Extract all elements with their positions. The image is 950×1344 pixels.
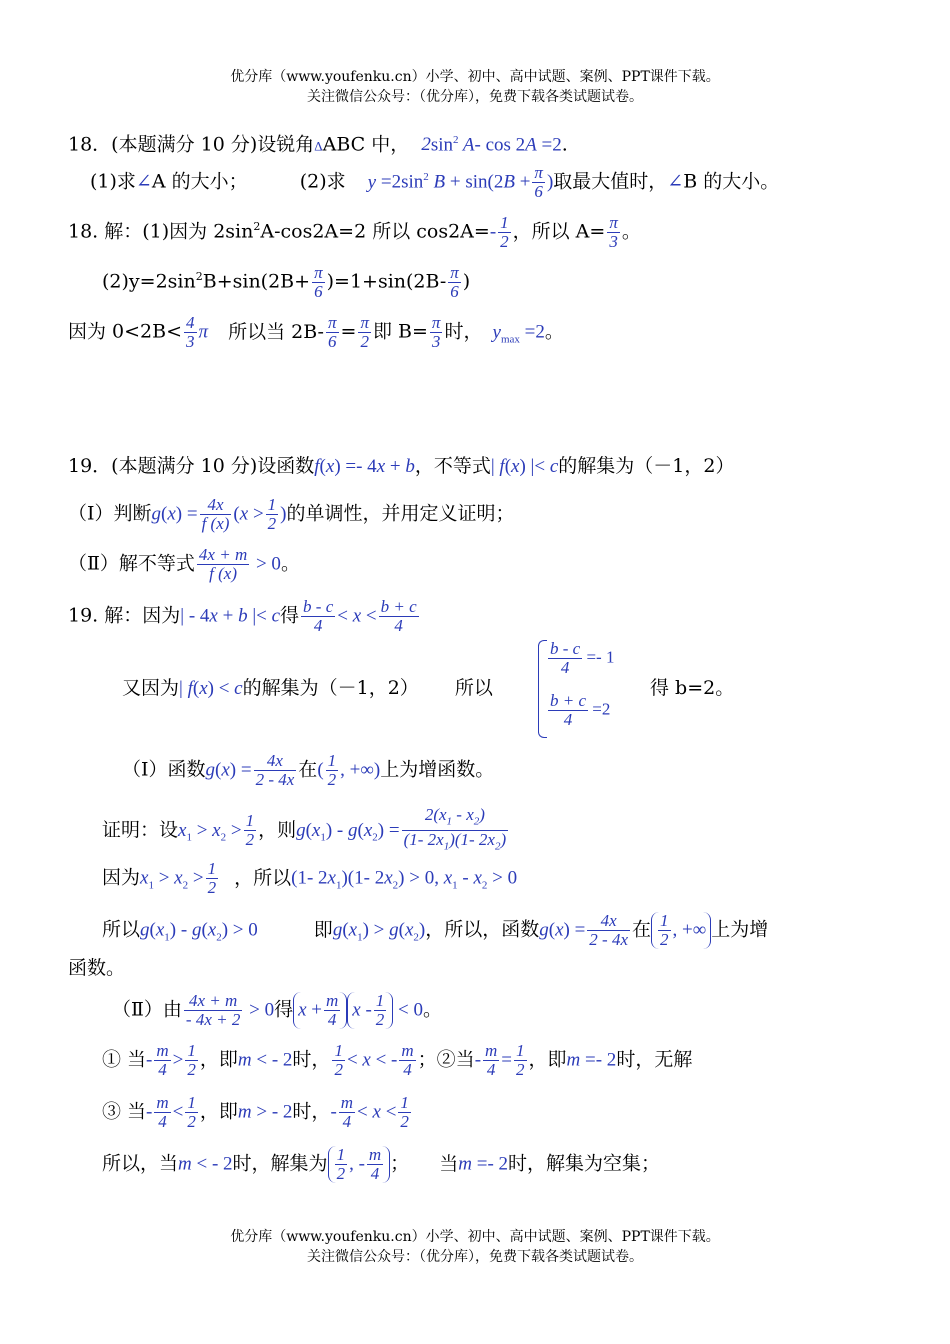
q19-conclusion: 所以，当m < - 2时，解集为 $\frac{1}{2}$ , - $\frac{m}{4}$ ； 当m =- 2时，解集为空集； <box>102 1145 661 1183</box>
q19-part-2: （Ⅱ）解不等式 $\frac{4x + m}{f (x)}$ > 0。 <box>68 545 300 583</box>
q19-proof-line-3: 所以$g(x_1) - g(x_2) > 0$ 即$g(x_1) > g(x_2)$，所以，函数g(x) = $\frac{4x}{2 - 4x}$ 在 $\frac{1}{2}$ , +∞ 上为增 <box>102 911 769 949</box>
q19-proof-line-2: 因为$x_1 > x_2$ > $\frac{1}{2}$ ，所以(1- $2x_1)(1-$ $2x_2) > 0$, $x_1 - x_2 > 0$ <box>102 859 518 897</box>
system-brace <box>538 640 547 738</box>
footer-line-2: 关注微信公众号：（优分库），免费下载各类试题试卷。 <box>307 1249 643 1265</box>
q19-case-1-2: ① 当- $\frac{m}{4}$ > $\frac{1}{2}$ ，即m < - 2时， $\frac{1}{2}$ < x < - $\frac{m}{4}$ ；②当- $\frac{m}{4}$ = $\frac{1}{2}$ ，即m =- 2时，无解 <box>102 1041 693 1079</box>
system-eq-1: $\frac{b - c}{4}$ =- 1 <box>550 639 615 677</box>
q19-solution-line-1: 19. 解：因为| - 4x + b |< c得 $\frac{b - c}{4}$ < x < $\frac{b + c}{4}$ <box>68 597 417 635</box>
footer-line-1: 优分库（www.youfenku.cn）小学、初中、高中试题、案例、PPT课件下载。 <box>230 1229 720 1245</box>
q19-solution-line-3: （Ⅰ）函数g(x) = $\frac{4x}{2 - 4x}$ 在( $\frac{1}{2}$ , +∞)上为增函数。 <box>122 751 495 789</box>
q18-statement: 18．(本题满分 10 分)设锐角ΔABC 中， $2\sin^2$ A- cos 2A =2. <box>68 133 568 156</box>
header-line-1: 优分库（www.youfenku.cn）小学、初中、高中试题、案例、PPT课件下载。 <box>230 69 720 85</box>
q19-proof-line-1: 证明：设$x_1 > x_2$ > $\frac{1}{2}$ ，则$g(x_1) - g(x_2)$ = $\frac{2(x_1 - x_2)}{(1- 2x_1)(1- 2x_2)}$ <box>102 805 507 853</box>
q19-case-3: ③ 当- $\frac{m}{4}$ < $\frac{1}{2}$ ，即m > - 2时，- $\frac{m}{4}$ < x < $\frac{1}{2}$ <box>102 1093 409 1131</box>
q19-b-result: 得 b=2。 <box>650 677 735 699</box>
q18-solution-line-2: $(2)y=2\sin^2B+\sin(2B+$ $\frac{\pi}{6}$ )=1+sin(2B- $\frac{\pi}{6}$ ) <box>102 263 471 301</box>
q18-solution-line-1: 18. 解：(1)因为 $2\sin^2A-\cos 2A=2$ 所以 cos2A=- $\frac{1}{2}$ ，所以 A= $\frac{\pi}{3}$ 。 <box>68 213 641 251</box>
q18-solution-line-3: 因为 0<2B< $\frac{4}{3}$ π 所以当 2B- $\frac{\pi}{6}$ = $\frac{\pi}{2}$ 即 B= $\frac{\pi}{3}$ 时， $y_{max} =2$。 <box>68 313 564 351</box>
q19-solution-line-2: 又因为| f(x) < c的解集为（－1，2） 所以 <box>122 677 493 699</box>
q19-part-1: （Ⅰ）判断g(x) = $\frac{4x}{f (x)}$ (x > $\frac{1}{2}$ )的单调性，并用定义证明； <box>68 495 515 533</box>
q18-parts: (1)求∠A 的大小； (2)求 $y =2\sin^2$ B + sin(2B + $\frac{\pi}{6}$ )取最大值时，∠B 的大小。 <box>90 163 780 201</box>
q19-proof-line-4: 函数。 <box>68 957 126 979</box>
q19-part2-solution: （Ⅱ）由 $\frac{4x + m}{- 4x + 2}$ > 0得 x + $\frac{m}{4}$ x - $\frac{1}{2}$ < 0。 <box>112 991 443 1029</box>
header-line-2: 关注微信公众号：（优分库），免费下载各类试题试卷。 <box>307 89 643 105</box>
system-eq-2: $\frac{b + c}{4}$ =2 <box>550 691 611 729</box>
q19-statement: 19．(本题满分 10 分)设函数f(x) =- 4x + b，不等式| f(x) |< c的解集为（－1，2） <box>68 455 735 477</box>
